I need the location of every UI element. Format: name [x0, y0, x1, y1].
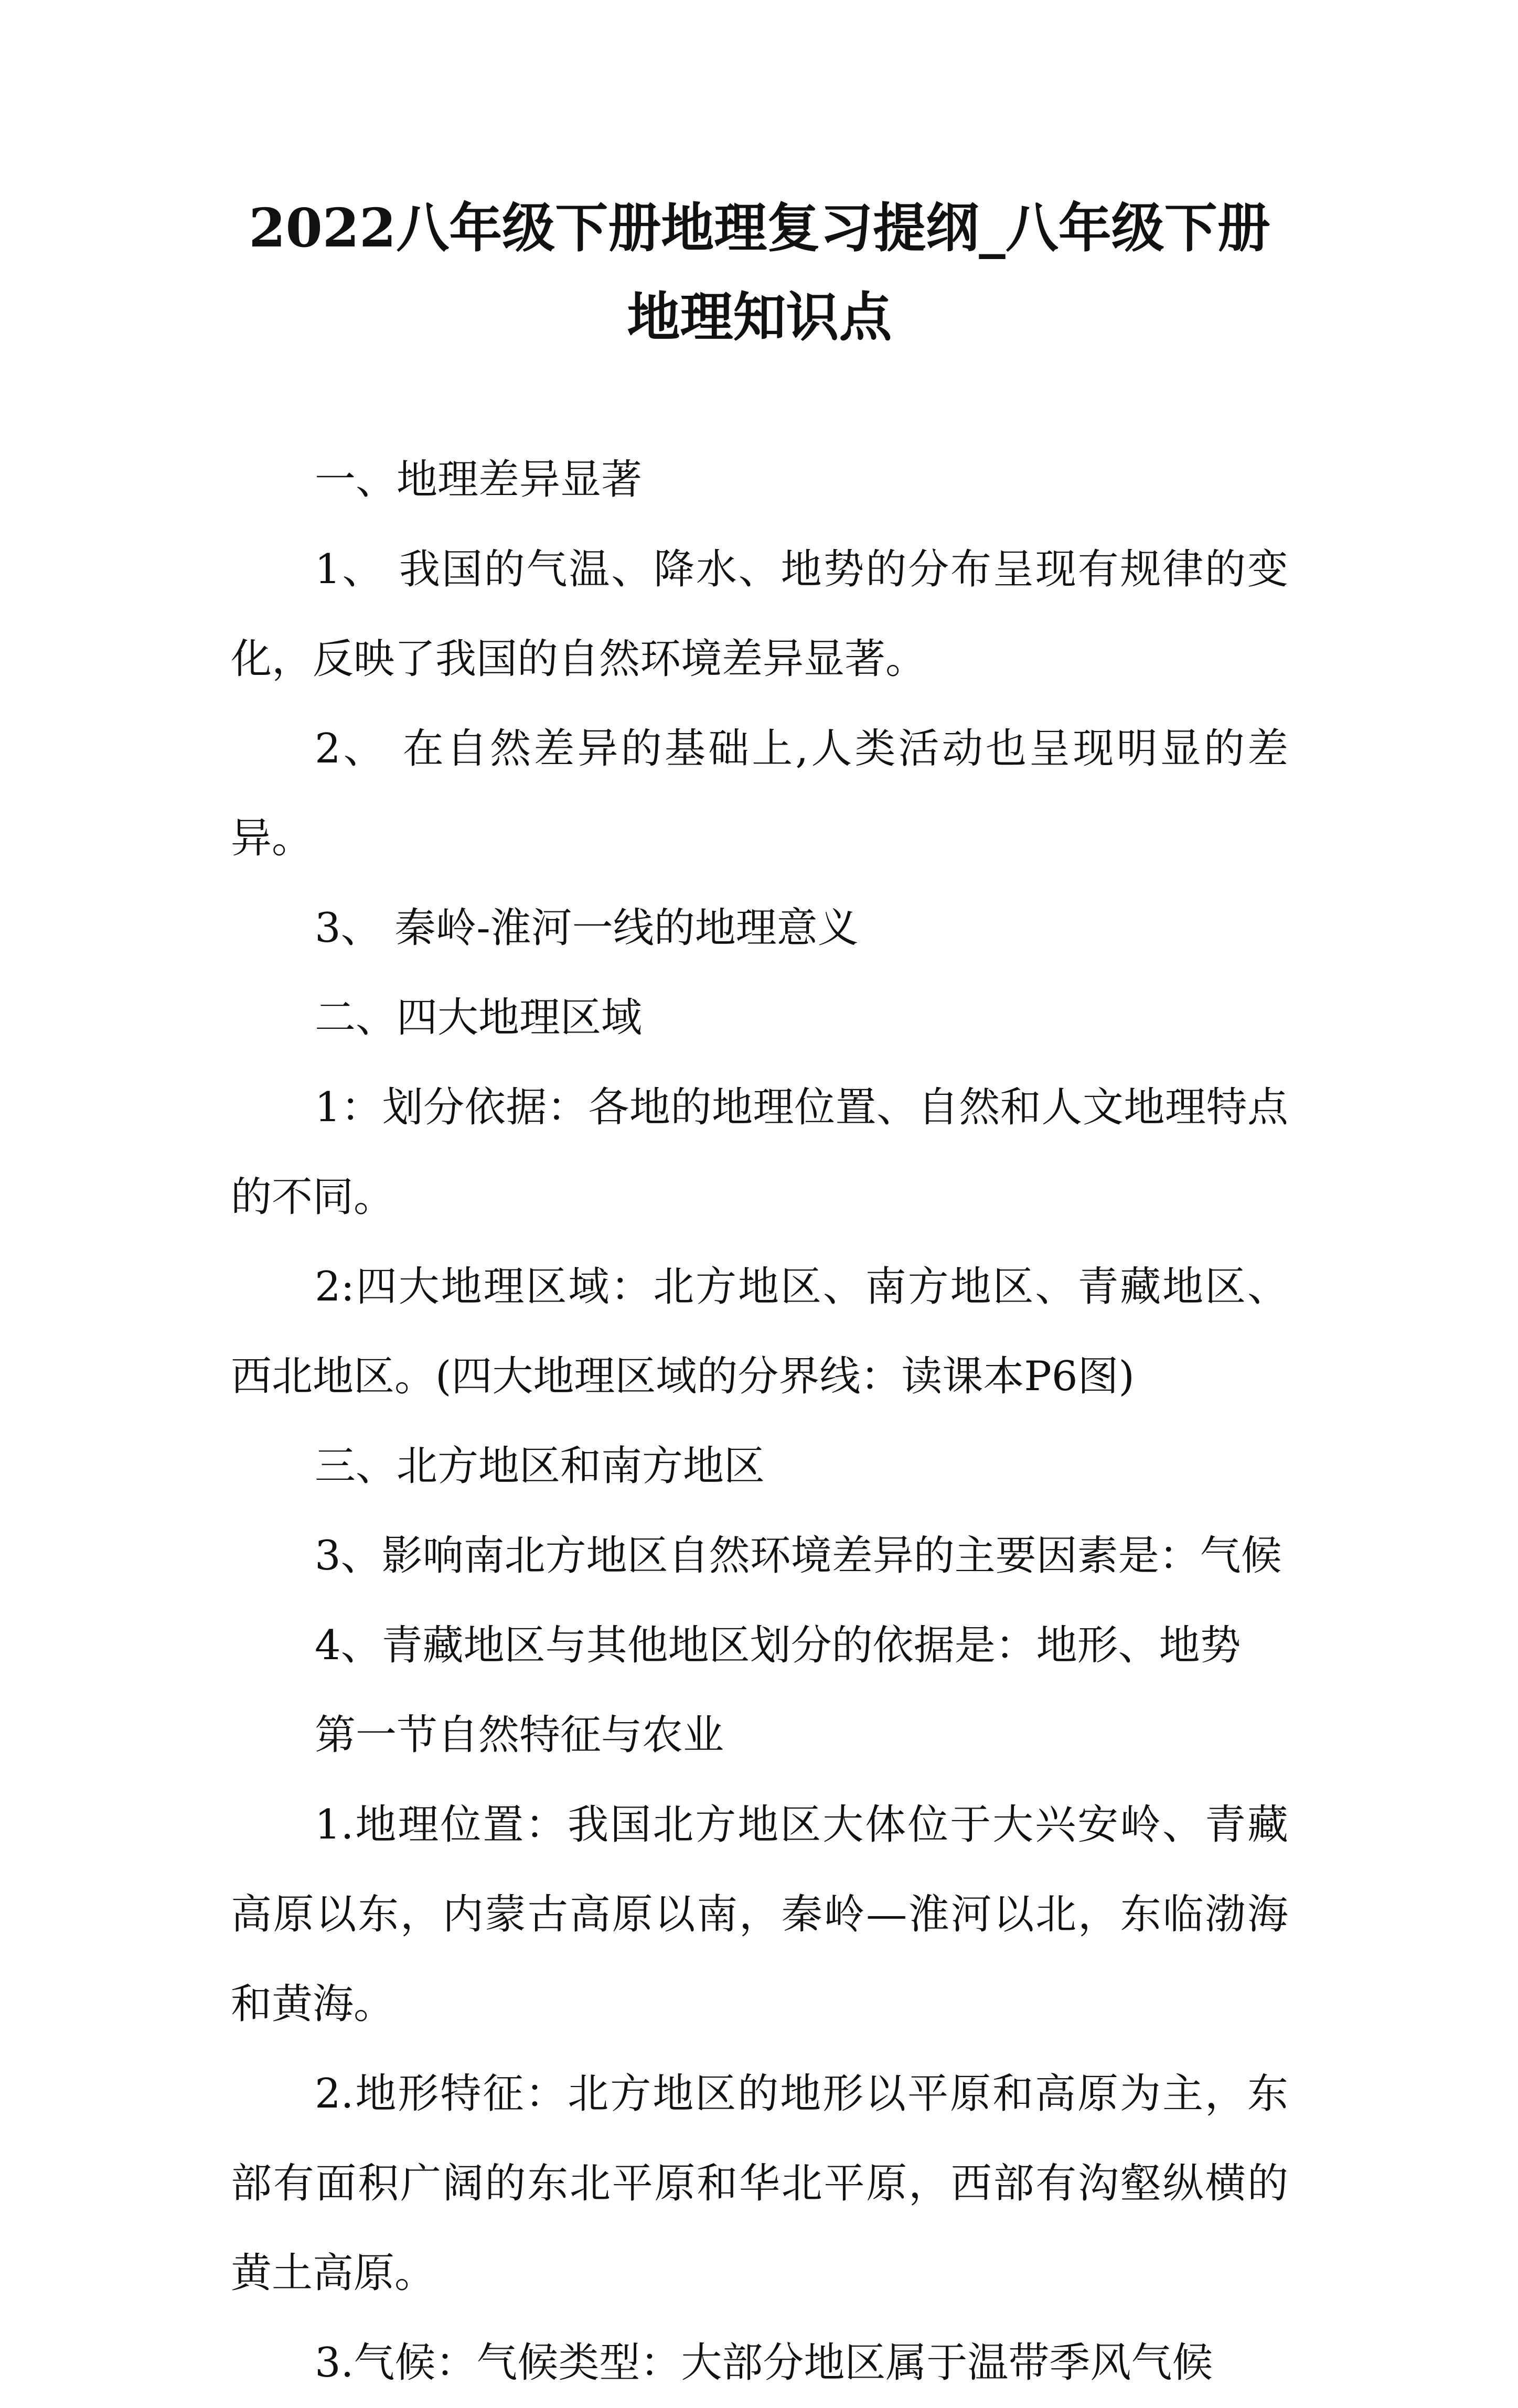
paragraph: 2、 在自然差异的基础上,人类活动也呈现明显的差异。	[231, 725, 1288, 862]
paragraph: 1：划分依据：各地的地理位置、自然和人文地理特点的不同。	[231, 1084, 1288, 1221]
paragraph-section-heading-2: 二、四大地理区域	[315, 994, 643, 1041]
paragraph-subsection-heading: 第一节自然特征与农业	[315, 1712, 724, 1759]
paragraph-section-heading-1: 一、地理差异显著	[315, 456, 643, 503]
paragraph: 1、 我国的气温、降水、地势的分布呈现有规律的变化，反映了我国的自然环境差异显著。	[231, 546, 1288, 683]
paragraph: 3、影响南北方地区自然环境差异的主要因素是：气候	[315, 1532, 1282, 1579]
paragraph: 2:四大地理区域：北方地区、南方地区、青藏地区、西北地区。(四大地理区域的分界线：读课本P6图)	[231, 1263, 1288, 1400]
document-body	[231, 435, 1288, 2408]
paragraph-section-heading-3: 三、北方地区和南方地区	[315, 1443, 765, 1490]
document-title: 2022八年级下册地理复习提纲_八年级下册地理知识点	[249, 197, 1270, 348]
paragraph: 1.地理位置：我国北方地区大体位于大兴安岭、青藏高原以东，内蒙古高原以南，秦岭—淮河以北，东临渤海和黄海。	[231, 1801, 1288, 2028]
paragraph: 4、青藏地区与其他地区划分的依据是：地形、地势	[315, 1622, 1241, 1669]
paragraph: 3、 秦岭-淮河一线的地理意义	[315, 905, 859, 952]
paragraph: 2.地形特征：北方地区的地形以平原和高原为主，东部有面积广阔的东北平原和华北平原，西部有沟壑纵横的黄土高原。	[231, 2070, 1288, 2297]
paragraph: 3.气候：气候类型：大部分地区属于温带季风气候	[315, 2339, 1213, 2386]
